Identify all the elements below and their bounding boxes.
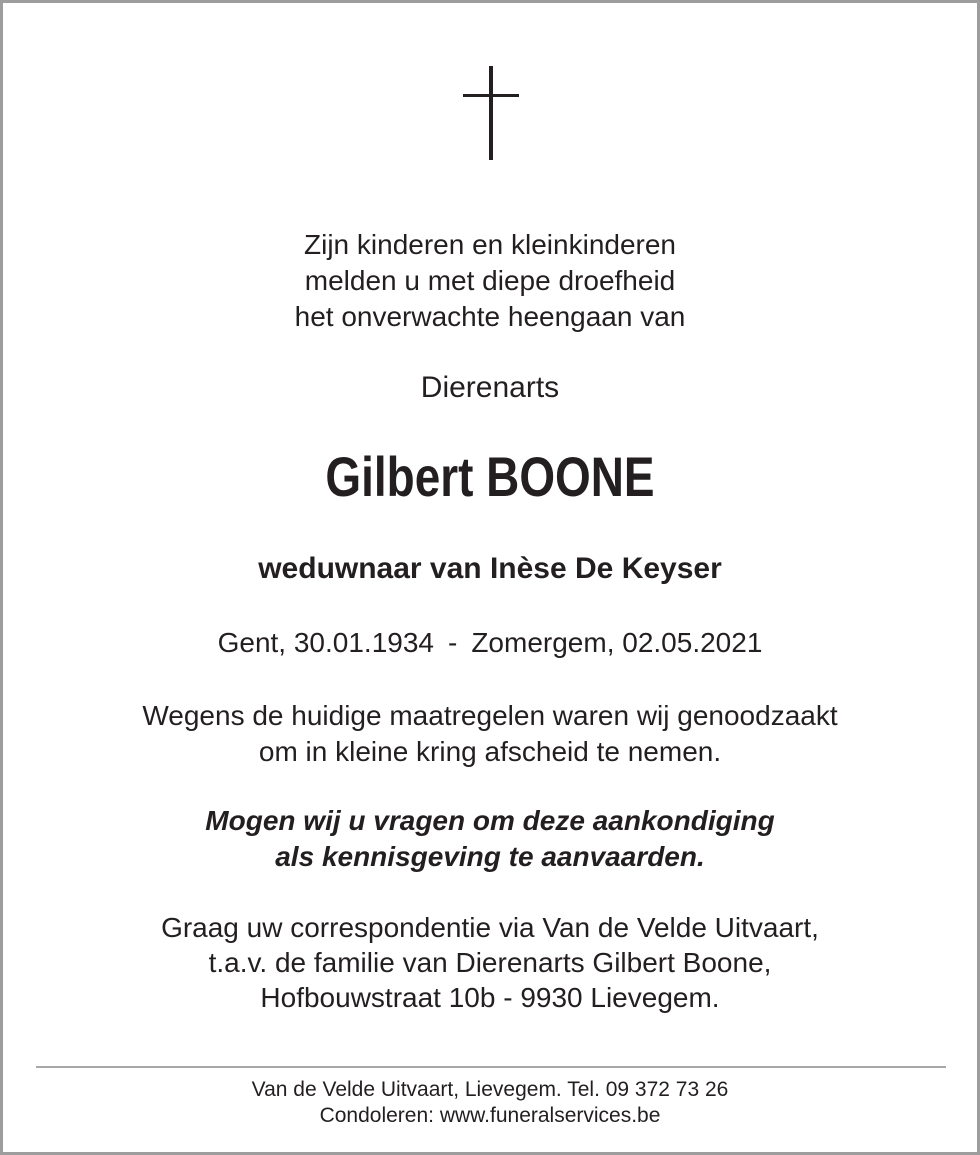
footer-contact: Van de Velde Uitvaart, Lievegem. Tel. 09 372 73 26 bbox=[251, 1078, 729, 1101]
profession-title: Dierenarts bbox=[420, 371, 560, 404]
birth-date: Gent, 30.01.1934 bbox=[217, 627, 434, 658]
request-text bbox=[3, 803, 977, 875]
intro-line: het onverwachte heengaan van bbox=[294, 301, 686, 332]
measures-text bbox=[3, 698, 977, 770]
death-date: Zomergem, 02.05.2021 bbox=[471, 627, 763, 658]
correspondence-line: Hofbouwstraat 10b - 9930 Lievegem. bbox=[260, 982, 720, 1013]
footer-condolences: Condoleren: www.funeralservices.be bbox=[319, 1104, 661, 1127]
intro-text bbox=[3, 227, 977, 335]
measures-line: om in kleine kring afscheid te nemen. bbox=[258, 736, 722, 767]
correspondence-line: Graag uw correspondentie via Van de Velde Uitvaart, bbox=[161, 912, 819, 943]
cross-icon bbox=[3, 63, 977, 163]
footer-divider bbox=[36, 1066, 946, 1068]
date-separator: - bbox=[448, 627, 458, 658]
deceased-name: Gilbert BOONE bbox=[325, 445, 655, 508]
correspondence-text bbox=[3, 910, 977, 1015]
intro-line: melden u met diepe droefheid bbox=[304, 265, 676, 296]
measures-line: Wegens de huidige maatregelen waren wij genoodzaakt bbox=[142, 700, 838, 731]
request-line: als kennisgeving te aanvaarden. bbox=[275, 841, 705, 872]
intro-line: Zijn kinderen en kleinkinderen bbox=[304, 229, 676, 260]
life-dates bbox=[3, 623, 977, 663]
footer bbox=[3, 1077, 977, 1129]
spouse-line: weduwnaar van Inèse De Keyser bbox=[258, 552, 722, 585]
request-line: Mogen wij u vragen om deze aankondiging bbox=[205, 805, 775, 836]
correspondence-line: t.a.v. de familie van Dierenarts Gilbert Boone, bbox=[208, 947, 772, 978]
